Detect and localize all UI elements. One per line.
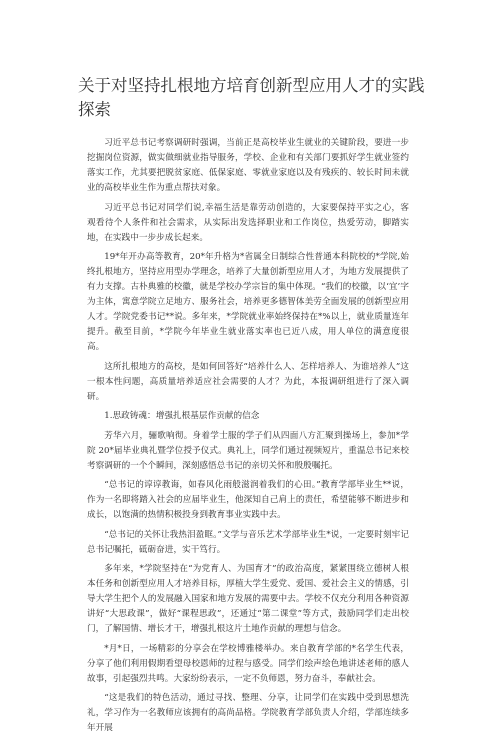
- paragraph: “总书记的谆谆教诲，如春风化雨般滋润着我们的心田。”教育学部毕业生**说，作为一名即将踏入社会的应届毕业生，他深知自己肩上的责任，希望能够不断进步和成长，以饱满的热情积极投身到教育事业实践中去。: [87, 480, 409, 520]
- paragraph: 芳华六月，骊歌响彻。身着学士服的学子们从四面八方汇聚到操场上，参加*学院 20*届毕业典礼暨学位授予仪式。典礼上，同学们通过视频短片，重温总书记来校考察调研的一个个瞬间，深刻感悟总书记的亲切关怀和殷殷嘱托。: [87, 430, 409, 471]
- paragraph: “总书记的关怀让我热泪盈眶。”文学与音乐艺术学部毕业生*说，一定要时刻牢记总书记嘱托，砥砺奋进，实干笃行。: [87, 529, 409, 555]
- section-heading: 1.思政铸魂：增强扎根基层作贡献的信念: [104, 411, 260, 421]
- paragraph: 19*年开办高等教育，20*年升格为*省属全日制综合性普通本科院校的*学院,始终扎根地方，坚持应用型办学理念，培养了大量创新型应用人才，为地方发展提供了有力支撑。古朴典雅的校徽，就是学校办学宗旨的集中体现。“我们的校徽，以‘宜’字为主体，寓意学院立足地方、服务社会，培养更多德智体美劳全面发展的创新型应用人才。学院党委书记**说。多年来，*学院就业率始终保持在*%以上，就业质量连年提升。截至目前，*学院今年毕业生就业落实率也已近八成，用人单位的满意度很高。: [87, 252, 409, 352]
- paragraph: 多年来，*学院坚持在“为党育人、为国育才”的政治高度，紧紧围绕立德树人根本任务和创新型应用人才培养目标，厚植大学生爱党、爱国、爱社会主义的情感，引导大学生把个人的发展融入国家和地方发展的需要中去。学校不仅充分利用各种资源讲好“大思政课”，做好“课程思政”，还通过“第二课堂”等方式，鼓励同学们走出校门，了解国情、增长才干，增强扎根这片土地作贡献的理想与信念。: [87, 564, 409, 634]
- document-title: 关于对坚持扎根地方培育创新型应用人才的实践探索: [78, 76, 425, 119]
- document-body: [87, 136, 409, 741]
- paragraph: “这是我们的特色活动，通过寻找、整理、分享，让同学们在实践中受到思想洗礼，学习作为一名教师应该拥有的高尚品格。学院教育学部负责人介绍，学部连续多年开展: [87, 693, 409, 733]
- paragraph: 习近平总书记考察调研时强调，当前正是高校毕业生就业的关键阶段，要进一步挖掘岗位资源，做实做细就业指导服务，学校、企业和有关部门要抓好学生就业签约落实工作，尤其要把脱贫家庭、低保家庭、零就业家庭以及有残疾的、较长时间未就业的高校毕业生作为重点帮扶对象。: [87, 138, 409, 193]
- paragraph: 这所扎根地方的高校，是如何回答好“培养什么人、怎样培养人、为谁培养人”这一根本性问题，高质量培养适应社会需要的人才？为此，本报调研组进行了深入调研。: [87, 361, 409, 402]
- paragraph: 习近平总书记对同学们说,幸福生活是靠劳动创造的，大家要保持平实之心，客观看待个人条件和社会需求，从实际出发选择职业和工作岗位，热爱劳动，脚踏实地，在实践中一步步成长起来。: [87, 202, 409, 243]
- paragraph: *月*日，一场精彩的分享会在学校博雅楼举办。来自教育学部的*名学生代表，分享了他们利用假期看望母校恩师的过程与感受。同学们绘声绘色地讲述老师的感人故事，引起强烈共鸣。大家纷纷表示，一定不负师恩，努力奋斗，奉献社会。: [87, 643, 409, 684]
